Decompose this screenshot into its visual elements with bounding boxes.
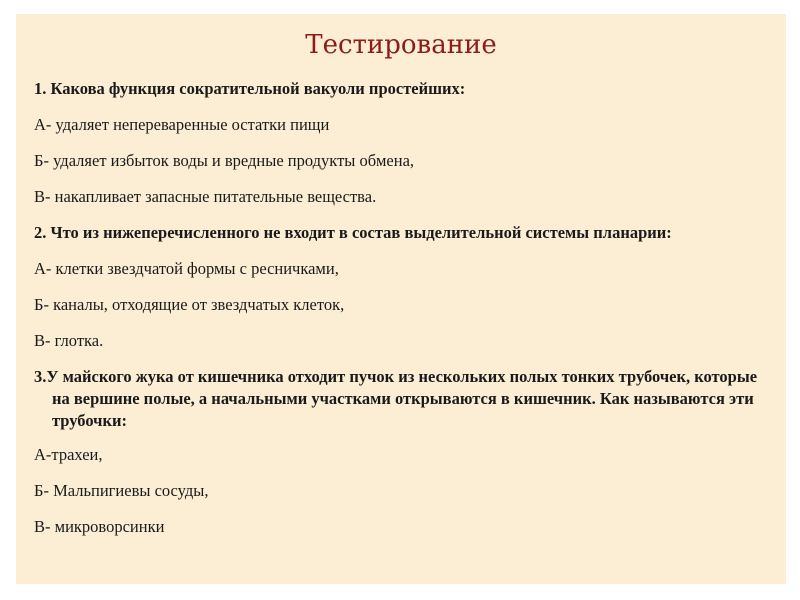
answer-2b: Б- каналы, отходящие от звездчатых клеток,	[34, 295, 345, 314]
question-block-2	[34, 222, 774, 352]
answer-3a: А-трахеи,	[34, 445, 103, 464]
answer-1b: Б- удаляет избыток воды и вредные продукты обмена,	[34, 151, 415, 170]
answer-1c: В- накапливает запасные питательные вещества.	[34, 187, 377, 206]
answer-2c: В- глотка.	[34, 331, 104, 350]
slide	[16, 14, 786, 584]
answer-2a: А- клетки звездчатой формы с ресничками,	[34, 259, 339, 278]
answer-3b: Б- Мальпигиевы сосуды,	[34, 481, 209, 500]
slide-title: Тестирование	[305, 30, 497, 60]
question-block-1	[34, 78, 774, 208]
test-content	[34, 78, 774, 552]
question-3: 3.У майского жука от кишечника отходит пучок из нескольких полых тонких трубочек, которые на вершине полые, а начальными участками открываются в кишечник. Как называются эти трубочки:	[34, 367, 758, 430]
question-block-3	[34, 366, 774, 538]
question-2: 2. Что из нижеперечисленного не входит в состав выделительной системы планарии:	[34, 223, 672, 242]
question-1: 1. Какова функция сократительной вакуоли простейших:	[34, 79, 466, 98]
answer-3c: В- микроворсинки	[34, 517, 165, 536]
answer-1a: А- удаляет непереваренные остатки пищи	[34, 115, 330, 134]
